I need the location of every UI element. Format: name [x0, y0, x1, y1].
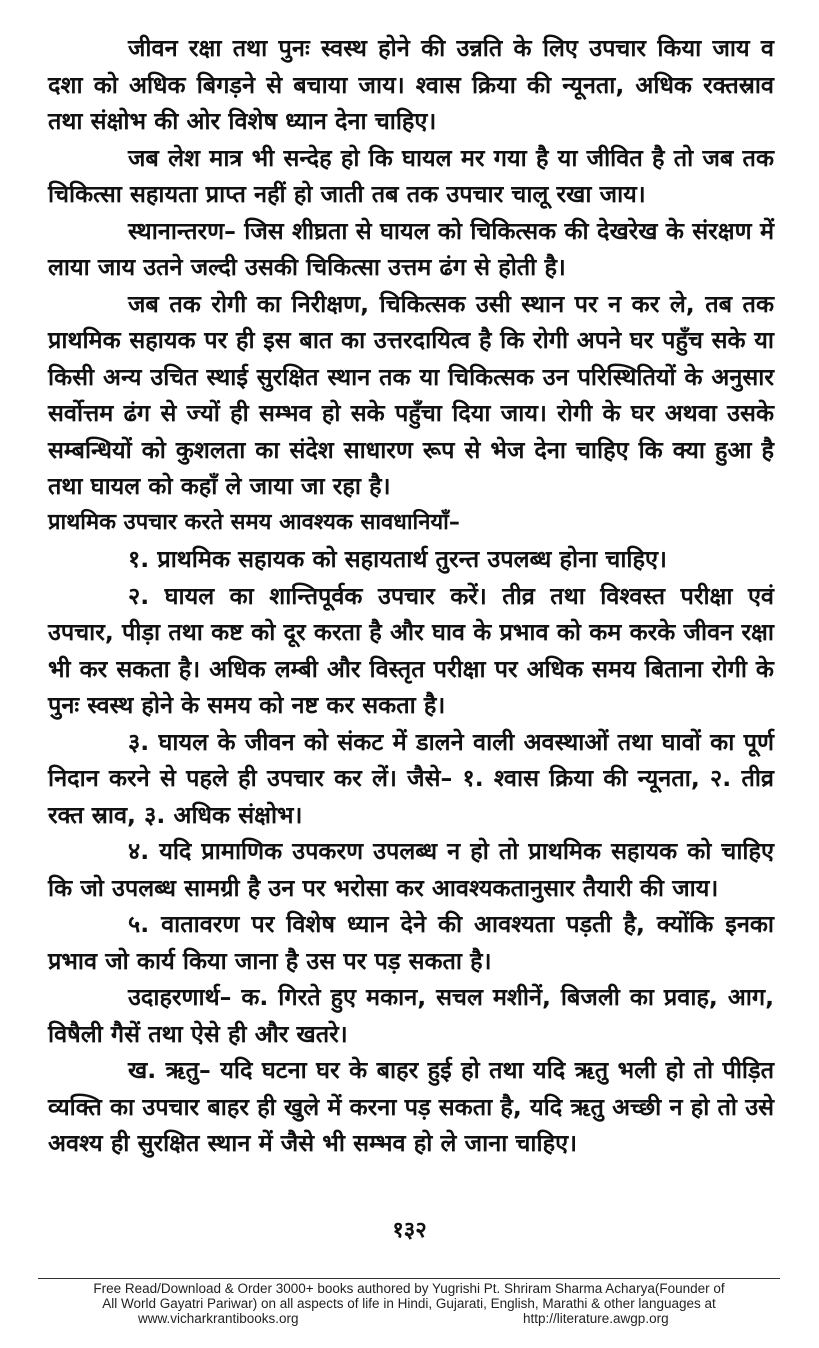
paragraph-responsibility: जब तक रोगी का निरीक्षण, चिकित्सक उसी स्थान पर न कर ले, तब तक प्राथमिक सहायक पर ही इस बात का उत्तरदायित्व है कि रोगी अपने घर पहुँच सके या किसी अन्य उचित स्थाई सुरक्षित स्थान तक या चिकित्सक उन परिस्थितियों के अनुसार सर्वोत्तम ढंग से ज्यों ही सम्भव हो सके पहुँचा दिया जाय। रोगी के घर अथवा उसके सम्बन्धियों को कुशलता का संदेश साधारण रूप से भेज देना चाहिए कि क्या हुआ है तथा घायल को कहाँ ले जाया जा रहा है। — [48, 289, 774, 500]
footer-line-2: All World Gayatri Pariwar) on all aspects of life in Hindi, Gujarati, English, Marathi & other languages at — [102, 1296, 716, 1311]
page-number: १३२ — [392, 1218, 427, 1243]
footer-link-awgp[interactable]: http://literature.awgp.org — [523, 1311, 669, 1326]
page-body — [48, 30, 774, 1162]
paragraph-transfer — [48, 213, 774, 286]
precaution-item: १. प्राथमिक सहायक को सहायतार्थ तुरन्त उपलब्ध होना चाहिए। — [128, 545, 667, 573]
transfer-label: स्थानान्तरण– — [128, 216, 236, 245]
precautions-heading: प्राथमिक उपचार करते समय आवश्यक सावधानियाँ– — [48, 509, 460, 535]
precaution-example: उदाहरणार्थ– क. गिरते हुए मकान, सचल मशीनें, बिजली का प्रवाह, आग, विषैली गैसें तथा ऐसे ही और खतरे। — [48, 983, 774, 1048]
precaution-item: ३. घायल के जीवन को संकट में डालने वाली अवस्थाओं तथा घावों का पूर्ण निदान करने से पहले ही उपचार कर लें। जैसे– १. श्वास क्रिया की न्यूनता, २. तीव्र रक्त स्राव, ३. अधिक संक्षोभ। — [48, 727, 774, 829]
precaution-weather: ख. ऋतु– यदि घटना घर के बाहर हुई हो तथा यदि ऋतु भली हो तो पीड़ित व्यक्ति का उपचार बाहर ही खुले में करना पड़ सकता है, यदि ऋतु अच्छी न हो तो उसे अवश्य ही सुरक्षित स्थान में जैसे भी सम्भव हो ले जाना चाहिए। — [48, 1056, 774, 1157]
precaution-item: २. घायल का शान्तिपूर्वक उपचार करें। तीव्र तथा विश्वस्त परीक्षा एवं उपचार, पीड़ा तथा कष्ट को दूर करता है और घाव के प्रभाव को कम करके जीवन रक्षा भी कर सकता है। अधिक लम्बी और विस्तृत परीक्षा पर अधिक समय बिताना रोगी के पुनः स्वस्थ होने के समय को नष्ट कर सकता है। — [48, 581, 774, 719]
paragraph-continue-treatment: जब लेश मात्र भी सन्देह हो कि घायल मर गया है या जीवित है तो जब तक चिकित्सा सहायता प्राप्त नहीं हो जाती तब तक उपचार चालू रखा जाय। — [48, 143, 774, 208]
footer-divider — [38, 1278, 780, 1279]
transfer-text: जिस शीघ्रता से घायल को चिकित्सक की देखरेख के संरक्षण में लाया जाय उतने जल्दी उसकी चिकित्सा उत्तम ढंग से होती है। — [48, 216, 774, 281]
footer-line-1: Free Read/Download & Order 3000+ books authored by Yugrishi Pt. Shriram Sharma Acharya(Founder of — [93, 1281, 725, 1296]
paragraph-life-saving: जीवन रक्षा तथा पुनः स्वस्थ होने की उन्नति के लिए उपचार किया जाय व दशा को अधिक बिगड़ने से बचाया जाय। श्वास क्रिया की न्यूनता, अधिक रक्तस्राव तथा संक्षोभ की ओर विशेष ध्यान देना चाहिए। — [48, 34, 774, 135]
precaution-item: ४. यदि प्रामाणिक उपकरण उपलब्ध न हो तो प्राथमिक सहायक को चाहिए कि जो उपलब्ध सामग्री है उन पर भरोसा कर आवश्यकतानुसार तैयारी की जाय। — [48, 837, 774, 902]
footer — [38, 1281, 780, 1326]
footer-link-vicharkranti[interactable]: www.vicharkrantibooks.org — [138, 1311, 299, 1326]
footer-links — [38, 1311, 780, 1326]
precaution-item: ५. वातावरण पर विशेष ध्यान देने की आवश्यता पड़ती है, क्योंकि इनका प्रभाव जो कार्य किया जाना है उस पर पड़ सकता है। — [48, 910, 774, 975]
